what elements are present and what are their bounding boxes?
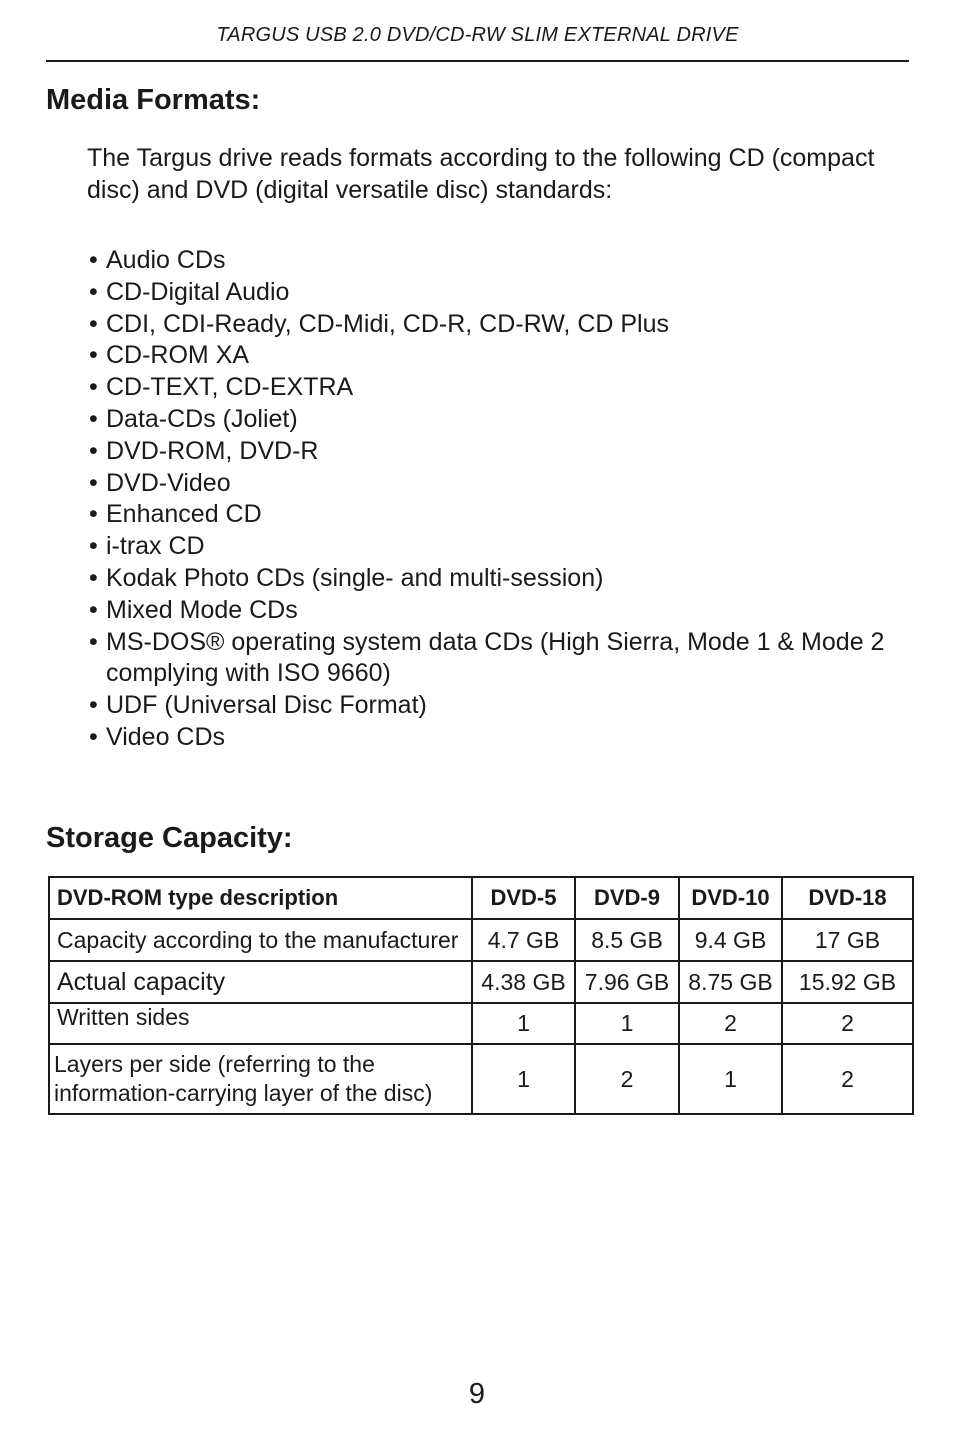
bullet-glyph: • bbox=[89, 436, 98, 465]
list-item bbox=[89, 309, 924, 341]
list-item-text: Data-CDs (Joliet) bbox=[106, 404, 298, 433]
list-item-text: CD-TEXT, CD-EXTRA bbox=[106, 373, 354, 402]
table-cell: 4.7 GB bbox=[472, 919, 575, 961]
list-item-text: CD-ROM XA bbox=[106, 341, 250, 370]
row-label: Layers per side (referring to the information-carrying layer of the disc) bbox=[49, 1044, 472, 1114]
table-cell: 8.75 GB bbox=[679, 961, 782, 1003]
list-item-text: Kodak Photo CDs (single- and multi-session) bbox=[106, 563, 604, 592]
list-item-text: Enhanced CD bbox=[106, 500, 262, 529]
list-item-text: Video CDs bbox=[106, 722, 226, 751]
list-item bbox=[89, 499, 924, 531]
page-number: 9 bbox=[468, 1378, 486, 1410]
list-item-text: i-trax CD bbox=[106, 532, 205, 561]
list-item bbox=[89, 690, 924, 722]
bullet-glyph: • bbox=[89, 722, 98, 751]
table-cell: 1 bbox=[472, 1044, 575, 1114]
list-item bbox=[89, 245, 924, 277]
table-cell: 17 GB bbox=[782, 919, 913, 961]
column-header: DVD-9 bbox=[575, 877, 679, 919]
storage-capacity-table bbox=[48, 876, 914, 1115]
list-item-text: DVD-Video bbox=[106, 468, 231, 497]
table-header-row bbox=[49, 877, 913, 919]
list-item-text: DVD-ROM, DVD-R bbox=[106, 436, 319, 465]
bullet-glyph: • bbox=[89, 595, 98, 624]
list-item-text: Audio CDs bbox=[106, 246, 226, 274]
row-label: Actual capacity bbox=[49, 961, 472, 1003]
table-cell: 9.4 GB bbox=[679, 919, 782, 961]
list-item bbox=[89, 404, 924, 436]
bullet-glyph: • bbox=[89, 341, 98, 370]
list-item bbox=[89, 563, 924, 595]
table-cell: 4.38 GB bbox=[472, 961, 575, 1003]
running-header: TARGUS USB 2.0 DVD/CD-RW SLIM EXTERNAL DRIVE bbox=[216, 24, 739, 46]
table-row bbox=[49, 1044, 913, 1114]
list-item bbox=[89, 340, 924, 372]
column-header: DVD-5 bbox=[472, 877, 575, 919]
row-label: Capacity according to the manufacturer bbox=[49, 919, 472, 961]
list-item bbox=[89, 627, 924, 691]
bullet-glyph: • bbox=[89, 627, 98, 656]
bullet-glyph: • bbox=[89, 373, 98, 402]
list-item bbox=[89, 468, 924, 500]
list-item bbox=[89, 277, 924, 309]
list-item-text: CD-Digital Audio bbox=[106, 277, 290, 306]
media-formats-list bbox=[89, 245, 924, 754]
list-item bbox=[89, 372, 924, 404]
media-formats-title: Media Formats: bbox=[46, 84, 261, 116]
list-item-text: Mixed Mode CDs bbox=[106, 595, 298, 624]
list-item bbox=[89, 531, 924, 563]
column-header: DVD-ROM type description bbox=[49, 877, 472, 919]
table-cell: 1 bbox=[679, 1044, 782, 1114]
table-cell: 1 bbox=[472, 1003, 575, 1044]
list-item-text: UDF (Universal Disc Format) bbox=[106, 691, 427, 720]
table-cell: 2 bbox=[782, 1003, 913, 1044]
table-cell: 15.92 GB bbox=[782, 961, 913, 1003]
bullet-glyph: • bbox=[89, 500, 98, 529]
bullet-glyph: • bbox=[89, 563, 98, 592]
list-item bbox=[89, 595, 924, 627]
media-formats-intro: The Targus drive reads formats according to the following CD (compact disc) and DVD (digital versatile disc) standards: bbox=[87, 144, 875, 204]
list-item-text: MS-DOS® operating system data CDs (High Sierra, Mode 1 & Mode 2 complying with ISO 9660) bbox=[106, 627, 885, 688]
table-cell: 2 bbox=[782, 1044, 913, 1114]
row-label: Written sides bbox=[49, 1003, 472, 1044]
table-cell: 2 bbox=[679, 1003, 782, 1044]
bullet-glyph: • bbox=[89, 246, 98, 274]
bullet-glyph: • bbox=[89, 691, 98, 720]
table-cell: 1 bbox=[575, 1003, 679, 1044]
table-row bbox=[49, 919, 913, 961]
column-header: DVD-10 bbox=[679, 877, 782, 919]
bullet-glyph: • bbox=[89, 468, 98, 497]
table-cell: 2 bbox=[575, 1044, 679, 1114]
table-cell: 7.96 GB bbox=[575, 961, 679, 1003]
list-item-text: CDI, CDI-Ready, CD-Midi, CD-R, CD-RW, CD Plus bbox=[106, 309, 670, 338]
bullet-glyph: • bbox=[89, 277, 98, 306]
table-row bbox=[49, 961, 913, 1003]
bullet-glyph: • bbox=[89, 404, 98, 433]
bullet-glyph: • bbox=[89, 309, 98, 338]
header-rule bbox=[46, 60, 909, 62]
list-item bbox=[89, 436, 924, 468]
list-item bbox=[89, 722, 924, 754]
storage-capacity-title: Storage Capacity: bbox=[46, 822, 293, 854]
bullet-glyph: • bbox=[89, 532, 98, 561]
column-header: DVD-18 bbox=[782, 877, 913, 919]
table-row bbox=[49, 1003, 913, 1044]
table-cell: 8.5 GB bbox=[575, 919, 679, 961]
